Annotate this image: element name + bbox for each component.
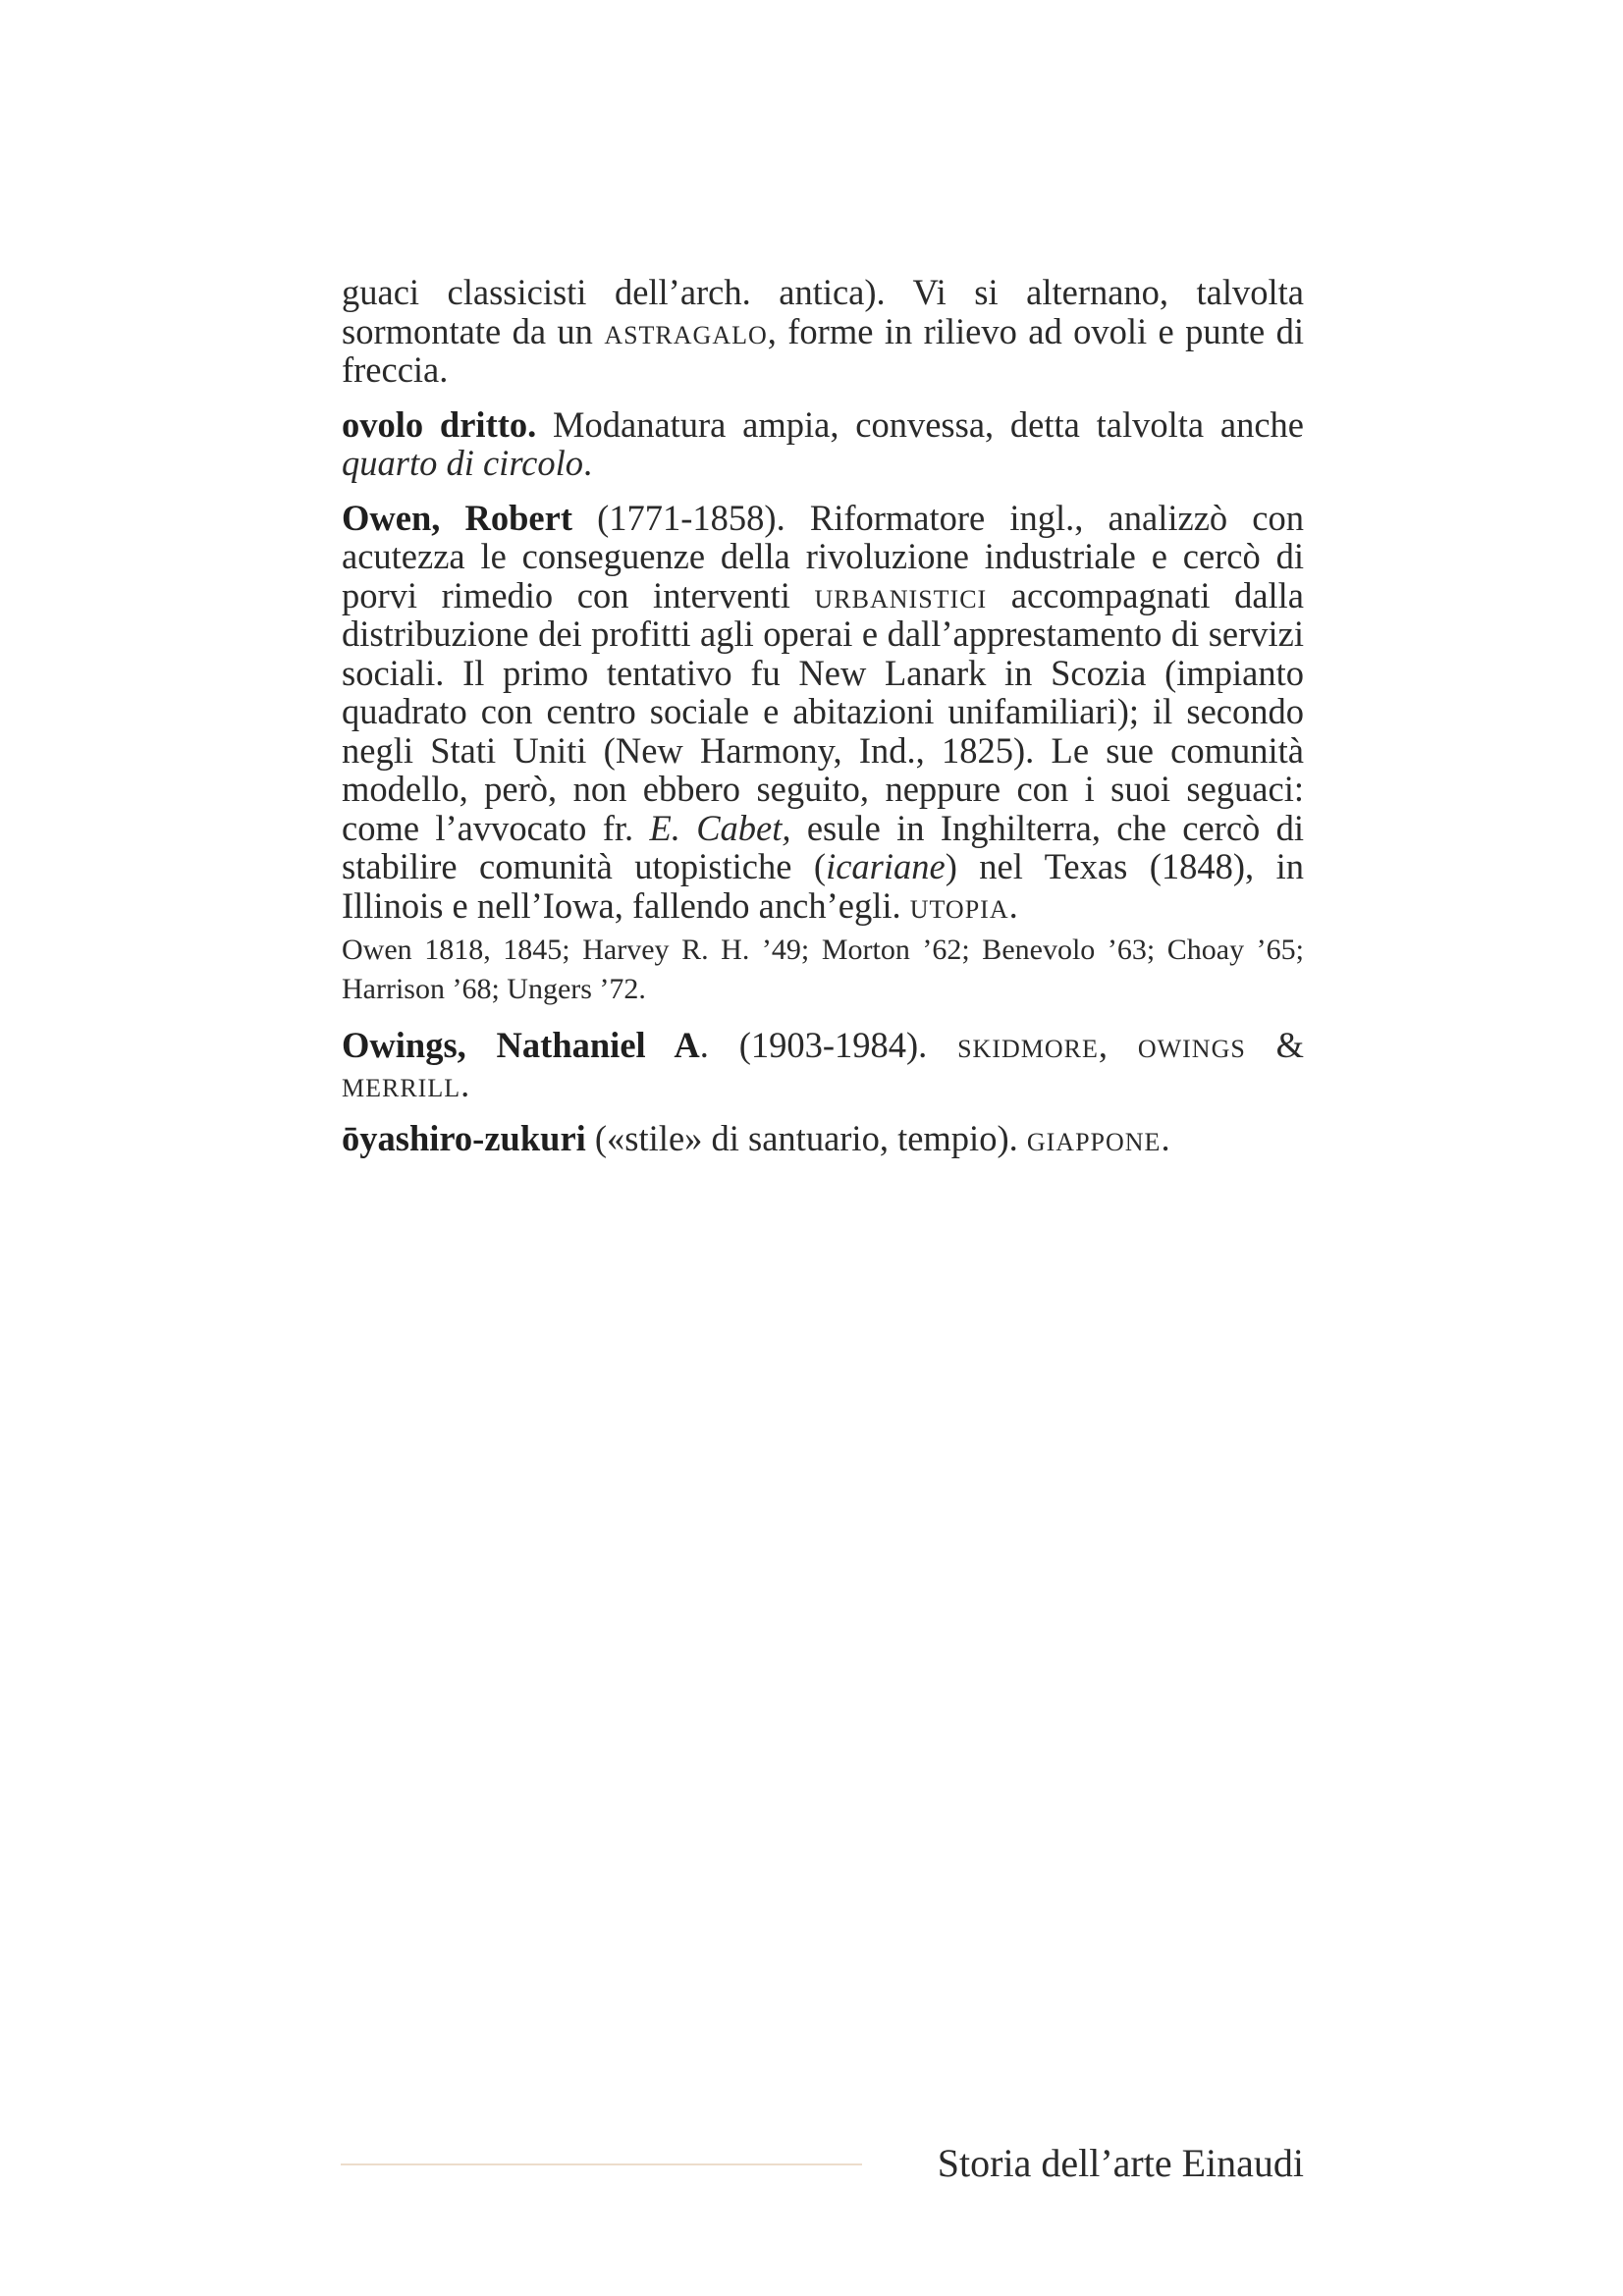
- owings-text: . (1903-1984).: [699, 1025, 958, 1065]
- footer-rule: [341, 2163, 862, 2165]
- ovolo-italic-term: quarto di circolo: [342, 443, 584, 483]
- entry-guaci-continuation: [342, 273, 1304, 390]
- entry-owen-robert: [342, 499, 1304, 926]
- headword-owings: Owings, Nathaniel A: [342, 1025, 700, 1065]
- headword-oyashiro-zukuri: ōyashiro-zukuri: [342, 1118, 586, 1158]
- owen-text-a: (1771-1858). Riformatore ingl., analizzò con acutezza le conseguenze della rivoluzione industriale e cercò di porvi rimedio con interventi: [342, 497, 1304, 615]
- owen-bibliography: Owen 1818, 1845; Harvey R. H. ’49; Morton ’62; Benevolo ’63; Choay ’65; Harrison ’68; Ungers ’72.: [342, 934, 1304, 1005]
- owen-italic-icariane: icariane: [826, 846, 946, 886]
- guaci-text: guaci classicisti dell’arch. antica). Vi si alternano, talvolta sormontate da un: [342, 272, 1304, 351]
- ovolo-text: Modanatura ampia, convessa, detta talvolta anche: [536, 403, 1304, 445]
- oyashiro-text-end: .: [1161, 1118, 1170, 1158]
- ovolo-text-end: .: [583, 443, 593, 483]
- owen-italic-cabet: E. Cabet,: [649, 807, 791, 848]
- headword-ovolo-dritto: ovolo dritto.: [342, 403, 537, 445]
- page-body: [342, 273, 1304, 1158]
- owings-sep-a: ,: [1098, 1025, 1138, 1065]
- crossref-owings[interactable]: owings: [1137, 1025, 1246, 1065]
- owings-sep-b: &: [1245, 1025, 1304, 1065]
- owen-text-c: esule in Inghilterra, che cercò di stabilire comunità utopistiche (: [342, 807, 1304, 886]
- owen-text-d: ) nel Texas (1848), in Illinois e nell’Iowa, fallendo anch’egli.: [342, 846, 1304, 926]
- crossref-astragalo[interactable]: astragalo: [604, 310, 768, 351]
- crossref-merrill[interactable]: merrill: [342, 1063, 461, 1104]
- owen-text-e: .: [1008, 884, 1018, 926]
- owings-text-end: .: [460, 1063, 470, 1104]
- crossref-urbanistici[interactable]: urbanistici: [814, 574, 988, 615]
- entry-oyashiro-zukuri: [342, 1119, 1304, 1158]
- owen-text-b: accompagnati dalla distribuzione dei profitti agli operai e dall’apprestamento di servizi sociali. Il primo tentativo fu New Lanark in Scozia (impianto quadrato con centro sociale e abitazioni unifamiliari); il secondo negli Stati Uniti (New Harmony, Ind., 1825). Le sue comunità modello, però, non ebbero seguito, neppure con i suoi seguaci: come l’avvocato fr.: [342, 574, 1304, 848]
- guaci-text-end: , forme in rilievo ad ovoli e punte di freccia.: [342, 310, 1304, 390]
- crossref-giappone[interactable]: giappone: [1026, 1118, 1162, 1158]
- oyashiro-text: («stile» di santuario, tempio).: [585, 1118, 1027, 1158]
- entry-ovolo-dritto: [342, 405, 1304, 483]
- footer-publication-title: Storia dell’arte Einaudi: [937, 2141, 1304, 2185]
- entry-owings: [342, 1026, 1304, 1103]
- headword-owen-robert: Owen, Robert: [342, 497, 572, 538]
- crossref-skidmore[interactable]: skidmore: [957, 1025, 1099, 1065]
- crossref-utopia[interactable]: utopia: [909, 884, 1009, 926]
